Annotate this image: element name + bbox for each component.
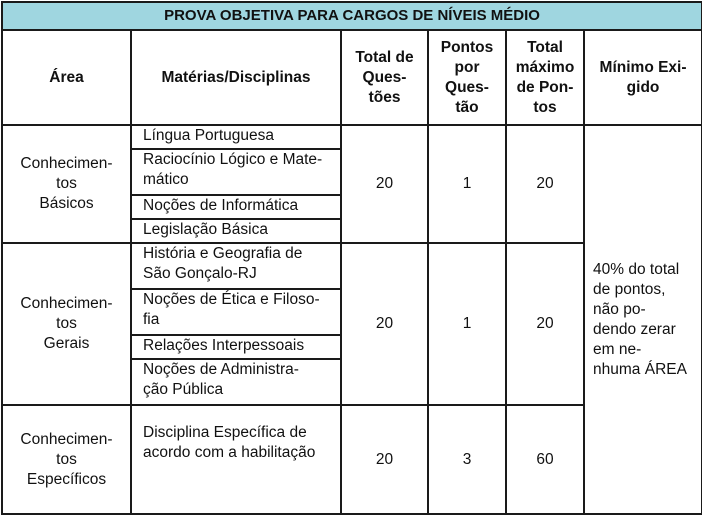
subject-cell: Raciocínio Lógico e Mate- mático <box>131 149 341 195</box>
area-especificos: Conhecimen- tos Específicos <box>2 405 131 514</box>
subject-cell: Legislação Básica <box>131 219 341 243</box>
total-questoes-cell: 20 <box>341 125 428 243</box>
header-total-questoes: Total de Ques- tões <box>341 30 428 125</box>
exam-table <box>1 1 702 515</box>
header-minimo-exigido: Mínimo Exi- gido <box>584 30 702 125</box>
pontos-por-questao-cell: 1 <box>428 125 506 243</box>
subject-cell: Noções de Informática <box>131 195 341 219</box>
area-basicos: Conhecimen- tos Básicos <box>2 125 131 243</box>
subject-cell: Noções de Administra- ção Pública <box>131 359 341 405</box>
header-area: Área <box>2 30 131 125</box>
subject-cell: Noções de Ética e Filoso- fia <box>131 289 341 335</box>
header-total-maximo: Total máximo de Pon- tos <box>506 30 584 125</box>
table-title: PROVA OBJETIVA PARA CARGOS DE NÍVEIS MÉDIO <box>2 2 702 30</box>
subject-cell: Disciplina Específica de acordo com a habilitação <box>131 405 341 514</box>
subject-cell: Relações Interpessoais <box>131 335 341 359</box>
header-materias: Matérias/Disciplinas <box>131 30 341 125</box>
header-row <box>2 30 702 125</box>
pontos-por-questao-cell: 3 <box>428 405 506 514</box>
subject-cell: Língua Portuguesa <box>131 125 341 149</box>
table-row <box>2 125 702 149</box>
total-maximo-cell: 20 <box>506 125 584 243</box>
minimo-exigido-cell: 40% do total de pontos, não po- dendo zerar em ne- nhuma ÁREA <box>584 125 702 514</box>
total-maximo-cell: 60 <box>506 405 584 514</box>
total-questoes-cell: 20 <box>341 405 428 514</box>
total-maximo-cell: 20 <box>506 243 584 405</box>
pontos-por-questao-cell: 1 <box>428 243 506 405</box>
subject-cell: História e Geografia de São Gonçalo-RJ <box>131 243 341 289</box>
total-questoes-cell: 20 <box>341 243 428 405</box>
area-gerais: Conhecimen- tos Gerais <box>2 243 131 405</box>
header-pontos-por-questao: Pontos por Ques- tão <box>428 30 506 125</box>
